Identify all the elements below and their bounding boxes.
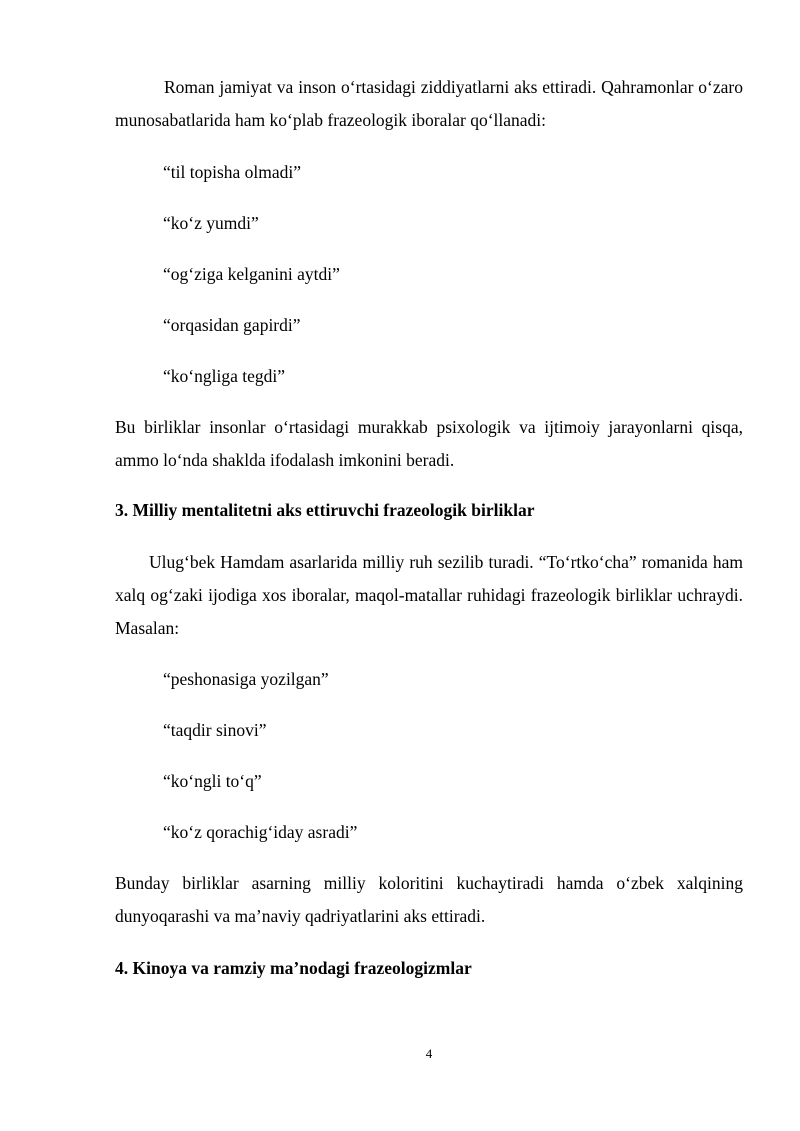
quote-item: “orqasidan gapirdi”	[163, 315, 301, 335]
paragraph-national-spirit: Ulug‘bek Hamdam asarlarida milliy ruh sezilib turadi. “To‘rtko‘cha” romanida ham xalq og‘zaki ijodiga xos iboralar, maqol-matallar ruhidagi frazeologik birliklar uchraydi. Masalan:	[115, 552, 743, 638]
paragraph-colorit: Bunday birliklar asarning milliy koloritini kuchaytiradi hamda o‘zbek xalqining dunyoqarashi va ma’naviy qadriyatlarini aks ettiradi.	[115, 873, 743, 926]
quote-item: “ko‘z yumdi”	[163, 213, 259, 233]
page-number: 4	[425, 1046, 433, 1061]
paragraph-intro: Roman jamiyat va inson o‘rtasidagi ziddiyatlarni aks ettiradi. Qahramonlar o‘zaro munosabatlarida ham ko‘plab frazeologik iboralar qo‘llanadi:	[115, 77, 743, 130]
quote-item: “ko‘z qorachig‘iday asradi”	[163, 822, 358, 842]
quote-item: “til topisha olmadi”	[163, 162, 302, 182]
quote-item: “peshonasiga yozilgan”	[163, 669, 329, 689]
quote-item: “taqdir sinovi”	[163, 720, 267, 740]
section-heading-4: 4. Kinoya va ramziy ma’nodagi frazeologizmlar	[115, 958, 472, 978]
quote-item: “ko‘ngli to‘q”	[163, 771, 262, 791]
quote-item: “ko‘ngliga tegdi”	[163, 366, 285, 386]
section-heading-3: 3. Milliy mentalitetni aks ettiruvchi frazeologik birliklar	[115, 500, 535, 520]
quote-item: “og‘ziga kelganini aytdi”	[163, 264, 340, 284]
paragraph-summary: Bu birliklar insonlar o‘rtasidagi murakkab psixologik va ijtimoiy jarayonlarni qisqa, ammo lo‘nda shaklda ifodalash imkonini beradi.	[115, 417, 743, 470]
